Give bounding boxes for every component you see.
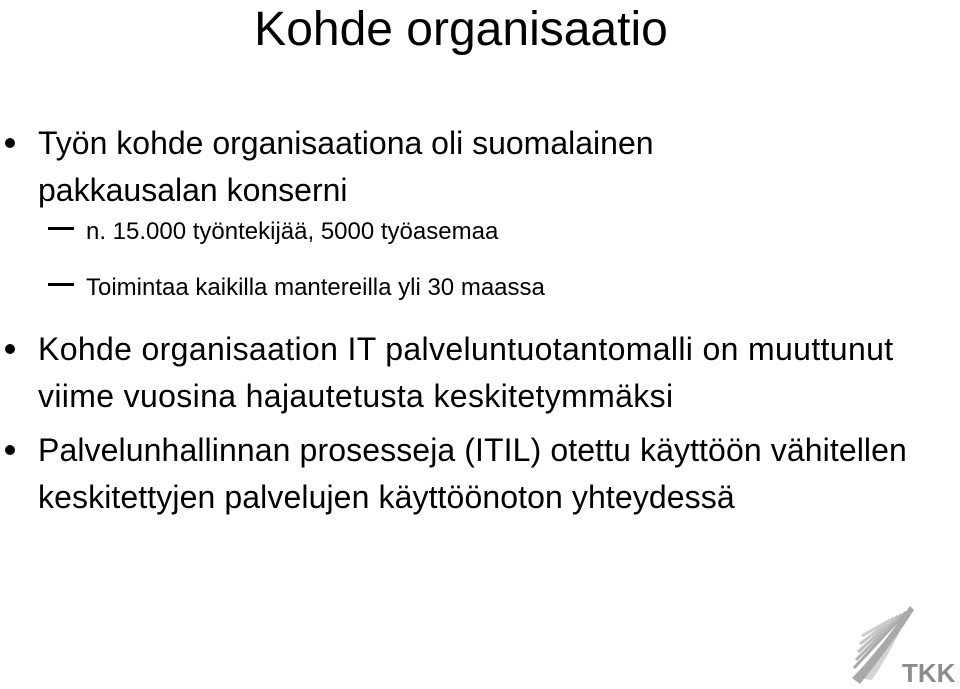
sub-bullet-item (0, 270, 940, 326)
slide-title: Kohde organisaatio (254, 3, 668, 56)
bullet-item (0, 427, 940, 521)
bullet-dot-icon (5, 445, 15, 455)
bullet-item (0, 120, 798, 214)
dash-icon (48, 227, 74, 230)
bullet-text: Kohde organisaation IT palveluntuotantomalli on muuttunut viime vuosina hajautetusta keskitetymmäksi (38, 331, 894, 414)
bullet-text: Työn kohde organisaationa oli suomalainen pakkausalan konserni (38, 125, 654, 208)
bullet-dot-icon (5, 138, 15, 148)
sub-bullet-text: n. 15.000 työntekijää, 5000 työasemaa (86, 218, 499, 245)
bullet-list (0, 120, 940, 521)
dash-icon (48, 283, 74, 286)
bullet-dot-icon (5, 344, 15, 354)
tkk-logo-icon (848, 600, 956, 686)
sub-bullet-text: Toimintaa kaikilla mantereilla yli 30 maassa (86, 274, 545, 301)
sub-bullet-item (0, 214, 940, 270)
bullet-item (0, 326, 940, 420)
logo-text: TKK (902, 658, 956, 686)
bullet-text: Palvelunhallinnan prosesseja (ITIL) otettu käyttöön vähitellen keskitettyjen palvelujen käyttöönoton yhteydessä (38, 432, 907, 515)
